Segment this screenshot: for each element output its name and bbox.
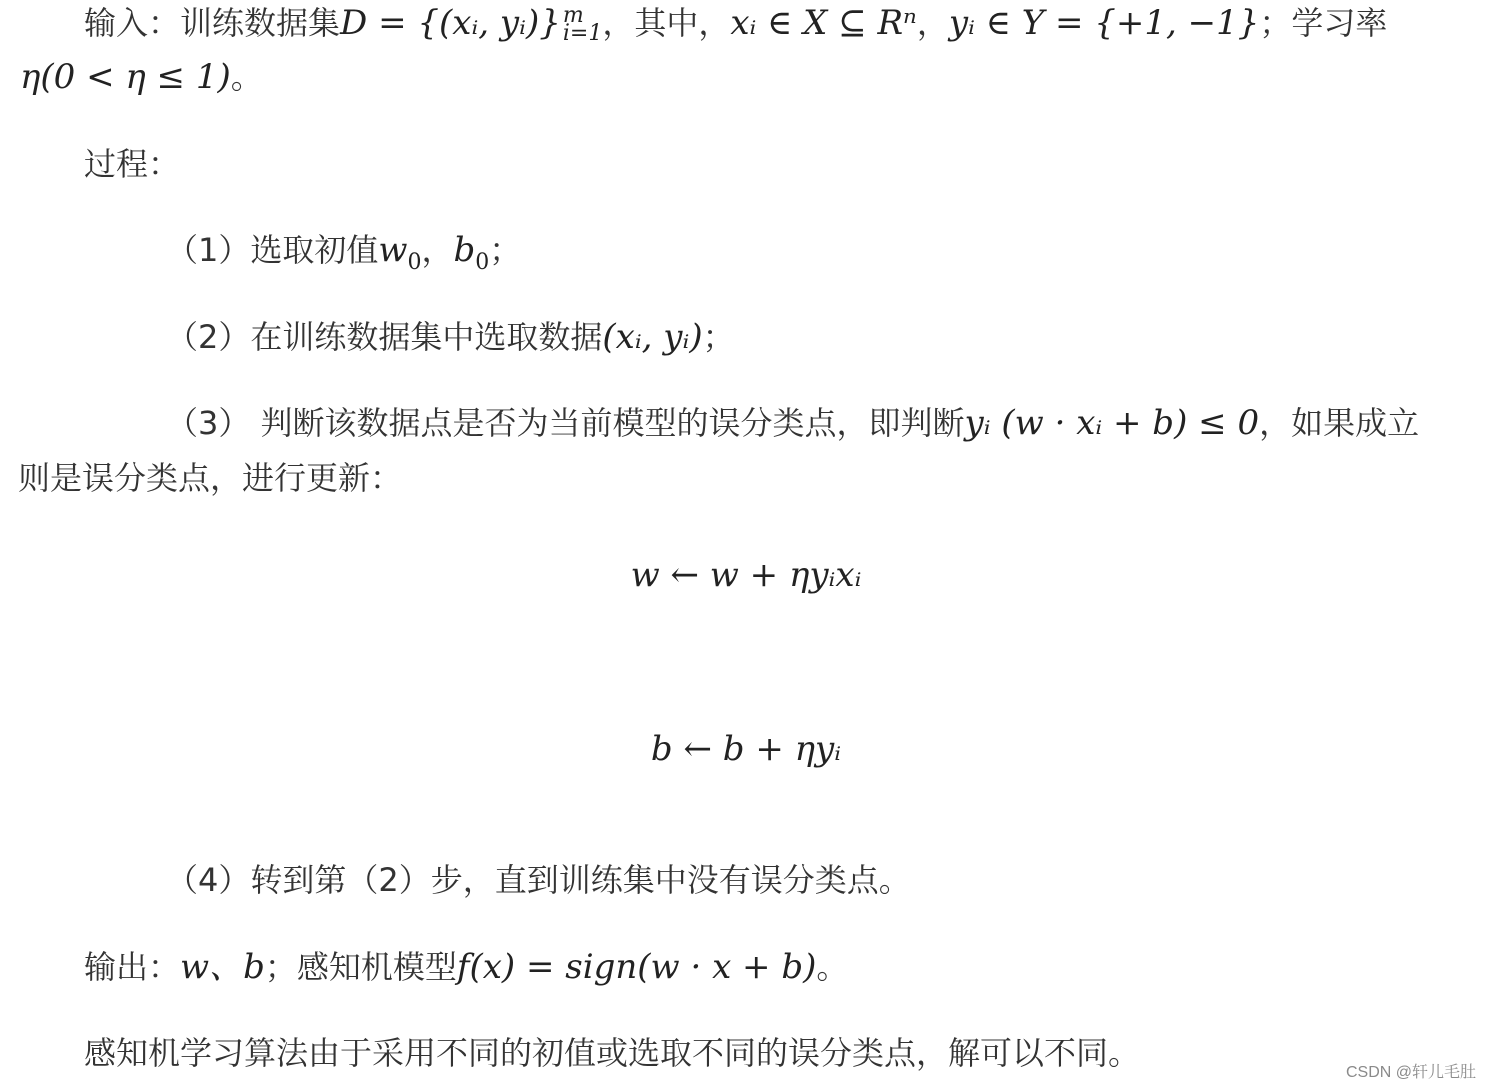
dataset-formula: D = {(xᵢ, yᵢ)} [340, 3, 561, 43]
input-label: 输入：训练数据集 [84, 4, 341, 42]
process-label: 过程： [84, 145, 181, 183]
input-mid-text: ，其中， [602, 4, 731, 42]
step-1-sep: ， [421, 231, 454, 269]
learning-rate-text: ；学习率 [1259, 4, 1388, 42]
note: 感知机学习算法由于采用不同的初值或选取不同的误分类点，解可以不同。 [84, 1034, 1141, 1072]
step-3-formula: yᵢ (w · xᵢ + b) ≤ 0 [964, 403, 1260, 443]
step-1-w: w [378, 230, 408, 270]
watermark: CSDN @轩儿毛肚 [1345, 1064, 1476, 1081]
output-sep: ；感知机模型 [264, 948, 457, 986]
step-1-end: ； [489, 231, 522, 269]
step-2 [166, 310, 735, 364]
x-domain-formula: xᵢ ∈ X ⊆ Rⁿ [730, 3, 917, 43]
step-2-formula: (xᵢ, yᵢ) [602, 317, 703, 357]
y-domain-formula: yᵢ ∈ Y = {+1, −1} [948, 3, 1260, 43]
model-formula: f(x) = sign(w · x + b) [456, 947, 817, 987]
output-end: 。 [816, 948, 849, 986]
input-line-2 [20, 50, 263, 104]
step-2-text: （2）在训练数据集中选取数据 [166, 318, 603, 356]
output-label: 输出： [84, 948, 181, 986]
dataset-sub: i=1 [562, 21, 603, 46]
w-update-equation: w ← w + ηyᵢxᵢ [630, 555, 862, 595]
step-1-text: （1）选取初值 [166, 231, 379, 269]
eta-formula: η(0 < η ≤ 1) [20, 57, 231, 97]
step-3-line-1 [166, 396, 1419, 450]
dataset-sup: m [562, 3, 584, 28]
input-comma: ， [916, 4, 949, 42]
step-2-end: ； [702, 318, 735, 356]
step-1-w-sub: 0 [407, 250, 422, 275]
output-line [84, 940, 848, 994]
input-end: 。 [230, 58, 263, 96]
input-line-1 [84, 0, 1387, 50]
output-vars: w、b [180, 947, 265, 987]
dataset-index [562, 3, 603, 46]
step-3-text: （3） 判断该数据点是否为当前模型的误分类点，即判断 [166, 404, 965, 442]
step-4: （4）转到第（2）步，直到训练集中没有误分类点。 [166, 861, 911, 899]
step-3-line-2: 则是误分类点，进行更新： [18, 459, 403, 497]
step-1 [166, 223, 521, 290]
b-update-equation: b ← b + ηyᵢ [650, 729, 842, 769]
step-1-b: b [453, 230, 476, 270]
step-1-b-sub: 0 [475, 250, 490, 275]
step-3-after: ，如果成立 [1259, 404, 1420, 442]
